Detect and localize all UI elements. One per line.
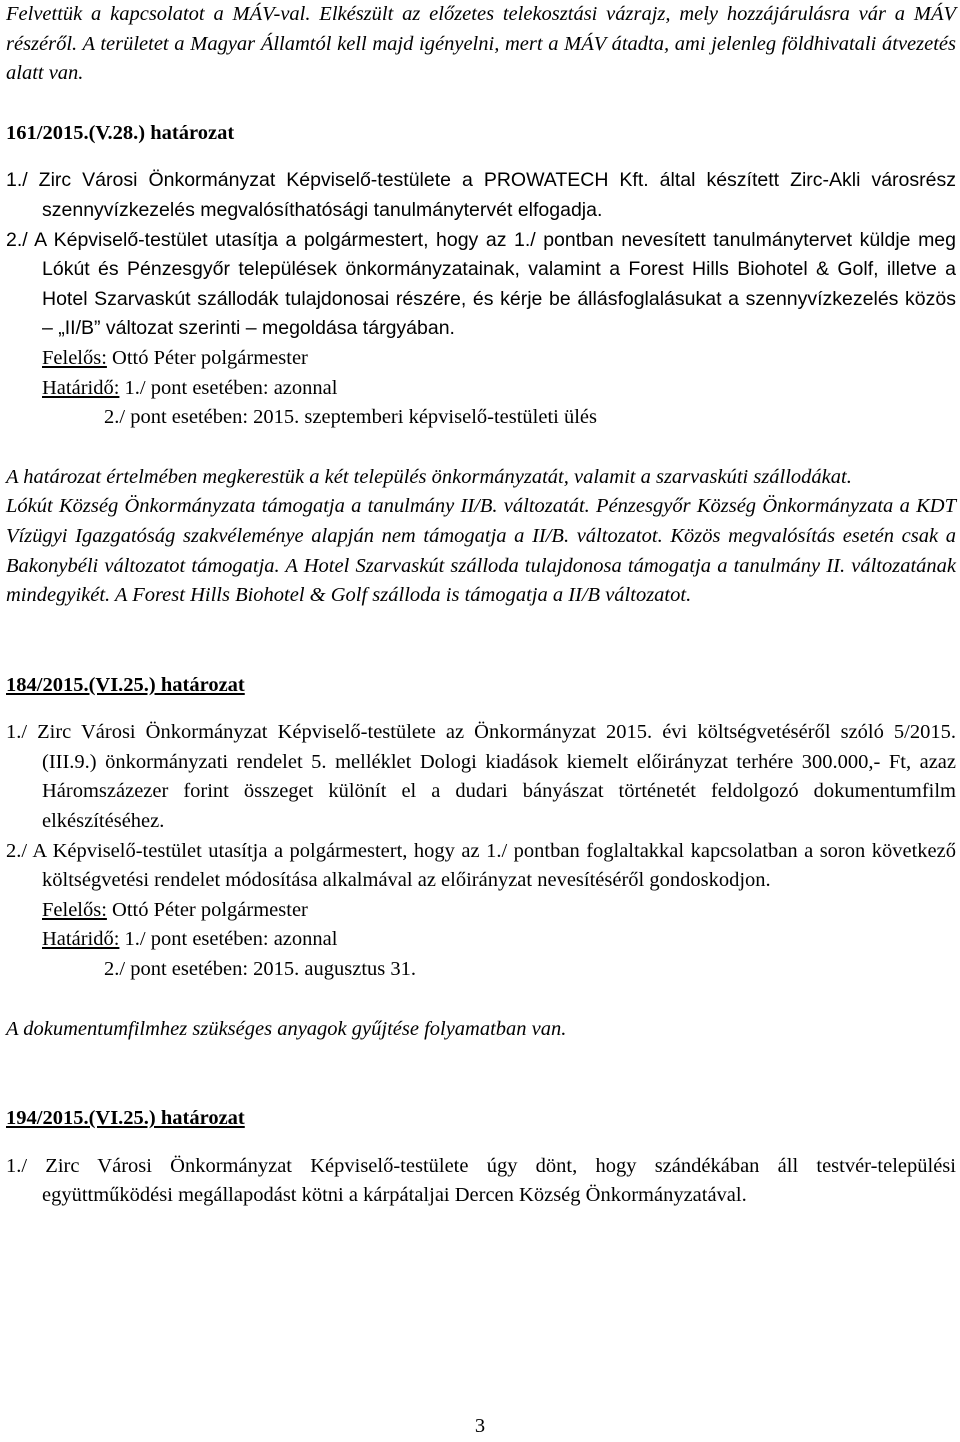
resolution-194-heading: 194/2015.(VI.25.) határozat xyxy=(6,1107,245,1130)
resolution-184-deadline-2: 2./ pont esetében: 2015. augusztus 31. xyxy=(104,958,417,981)
deadline-label: Határidő: xyxy=(42,376,120,399)
resolution-161-heading: 161/2015.(V.28.) határozat xyxy=(6,121,235,144)
deadline-label: Határidő: xyxy=(42,928,120,951)
resolution-184-deadline xyxy=(6,925,956,955)
document-page xyxy=(6,0,956,1211)
responsible-value: Ottó Péter polgármester xyxy=(112,346,308,369)
resolution-184-heading: 184/2015.(VI.25.) határozat xyxy=(6,673,245,696)
resolution-161-deadline xyxy=(6,374,956,404)
resolution-161-item-2: 2./ A Képviselő-testület utasítja a polgármestert, hogy az 1./ pontban nevesített tanulmánytervet küldje meg Lókút és Pénzesgyőr települések önkormányzatainak, valamint a Forest Hills Biohotel & Golf, illetve a Hotel Szarvaskút szállodák tulajdonosai részére, és kérje be állásfoglalásukat a szennyvízkezelés közös – „II/B” változat szerinti – megoldása tárgyában. xyxy=(6,228,956,340)
resolution-184-report: A dokumentumfilmhez szükséges anyagok gyűjtése folyamatban van. xyxy=(6,1017,567,1040)
resolution-161-report-1: A határozat értelmében megkerestük a két település önkormányzatát, valamit a szarvaskúti szállodákat. xyxy=(6,465,852,488)
resolution-184-item-1: 1./ Zirc Városi Önkormányzat Képviselő-testülete az Önkormányzat 2015. évi költségvetéséről szóló 5/2015.(III.9.) önkormányzati rendelet 5. melléklet Dologi kiadások kiemelt előirányzat terhére 300.000,- Ft, azaz Háromszázezer forint összeget különít el a dudari bányászat történetét feldolgozó dokumentumfilm elkészítéséhez. xyxy=(6,721,956,833)
resolution-184-item-2: 2./ A Képviselő-testület utasítja a polgármestert, hogy az 1./ pontban foglaltakkal kapcsolatban a soron következő költségvetési rendelet módosítása alkalmával az előirányzat nevesítéséről gondoskodjon. xyxy=(6,839,956,892)
deadline-item-1: 1./ pont esetében: azonnal xyxy=(124,376,338,399)
resolution-184-responsible xyxy=(6,896,956,926)
resolution-161-item-1: 1./ Zirc Városi Önkormányzat Képviselő-testülete a PROWATECH Kft. által készített Zirc-Akli városrész szennyvízkezelés megvalósíthatósági tanulmánytervét elfogadja. xyxy=(6,169,956,221)
resolution-194-item-1: 1./ Zirc Városi Önkormányzat Képviselő-testülete úgy dönt, hogy szándékában áll testvér-települési együttműködési megállapodást kötni a kárpátaljai Dercen Község Önkormányzatával. xyxy=(6,1154,956,1207)
intro-report: Felvettük a kapcsolatot a MÁV-val. Elkészült az előzetes telekosztási vázrajz, mely hozzájárulásra vár a MÁV részéről. A területet a Magyar Államtól kell majd igényelni, mert a MÁV átadta, ami jelenleg földhivatali átvezetés alatt van. xyxy=(6,3,956,85)
responsible-value: Ottó Péter polgármester xyxy=(112,898,308,921)
deadline-item-1: 1./ pont esetében: azonnal xyxy=(124,928,338,951)
responsible-label: Felelős: xyxy=(42,898,107,921)
page-number: 3 xyxy=(474,1415,486,1437)
resolution-161-deadline-2: 2./ pont esetében: 2015. szeptemberi képviselő-testületi ülés xyxy=(104,406,598,429)
responsible-label: Felelős: xyxy=(42,346,107,369)
resolution-161-report-2: Lókút Község Önkormányzata támogatja a tanulmány II/B. változatát. Pénzesgyőr Község Önkormányzata a KDT Vízügyi Igazgatóság szakvéleménye alapján nem támogatja a II/B. változatot. Közös megvalósítás esetén csak a Bakonybéli változatot támogatja. A Hotel Szarvaskút szálloda tulajdonosa támogatja a tanulmány II. változatának mindegyikét. A Forest Hills Biohotel & Golf szálloda is támogatja a II/B változatot. xyxy=(6,495,956,607)
resolution-161-responsible xyxy=(6,344,956,374)
